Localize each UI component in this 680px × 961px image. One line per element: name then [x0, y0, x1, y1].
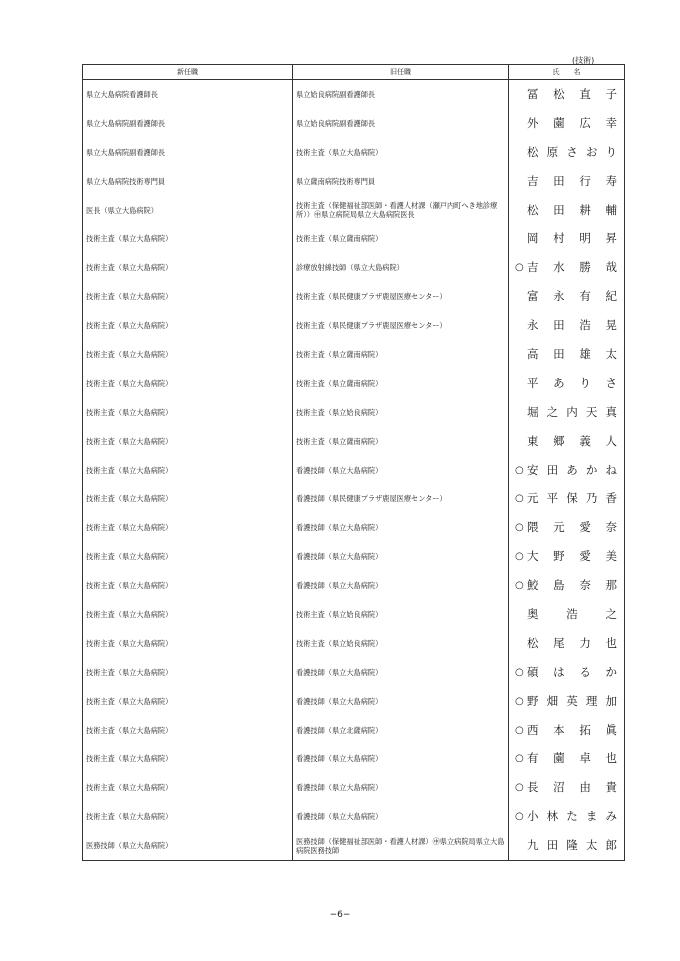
- new-post: 技術主査（県立大島病院）: [83, 542, 293, 571]
- table-row: [83, 224, 625, 253]
- person-name-cell: [509, 687, 625, 716]
- person-name-cell: [509, 311, 625, 340]
- person-name-cell: [509, 513, 625, 542]
- old-post: 看護技師（県立大島病院）: [293, 542, 509, 571]
- new-post: 技術主査（県立大島病院）: [83, 456, 293, 485]
- person-name-cell: [509, 340, 625, 369]
- promotion-mark: ○: [515, 580, 524, 592]
- new-post: 県立大島病院看護師長: [83, 80, 293, 109]
- person-name: 吉水勝哉: [527, 260, 618, 275]
- new-post: 技術主査（県立大島病院）: [83, 773, 293, 802]
- old-post: 看護技師（県立北薩病院）: [293, 716, 509, 745]
- person-name: 隈元愛奈: [527, 520, 618, 535]
- person-name: 長沼由貴: [527, 780, 618, 795]
- table-row: [83, 542, 625, 571]
- table-row: [83, 167, 625, 196]
- promotion-mark: ○: [515, 782, 524, 794]
- old-post: 技術主査（県立薩南病院）: [293, 340, 509, 369]
- old-post: 看護技師（県立大島病院）: [293, 658, 509, 687]
- person-name: 松尾力也: [527, 635, 618, 650]
- new-post: 技術主査（県立大島病院）: [83, 484, 293, 513]
- old-post: 技術主査（保健福祉部医師・看護人材課（瀬戸内町へき地診療所））㊥県立病院局県立大島病院医長: [293, 196, 509, 225]
- person-name: 奥浩之: [527, 606, 618, 621]
- person-name: 堀之内天真: [527, 404, 618, 419]
- old-post: 看護技師（県立大島病院）: [293, 456, 509, 485]
- person-name: 有薗卓也: [527, 751, 618, 766]
- new-post: 技術主査（県立大島病院）: [83, 398, 293, 427]
- old-post: 看護技師（県立大島病院）: [293, 513, 509, 542]
- person-name-cell: [509, 80, 625, 109]
- new-post: 技術主査（県立大島病院）: [83, 224, 293, 253]
- person-name-cell: [509, 484, 625, 513]
- person-name-cell: [509, 369, 625, 398]
- table-row: [83, 80, 625, 109]
- person-name: 平ありさ: [527, 375, 618, 390]
- person-name-cell: [509, 744, 625, 773]
- new-post: 県立大島病院副看護師長: [83, 109, 293, 138]
- table-row: [83, 687, 625, 716]
- promotion-mark: ○: [515, 666, 524, 678]
- person-name-cell: [509, 600, 625, 629]
- person-name: 富永有紀: [527, 289, 618, 304]
- promotion-mark: ○: [515, 811, 524, 823]
- person-name-cell: [509, 773, 625, 802]
- person-name: 岡村明昇: [527, 231, 618, 246]
- person-name-cell: [509, 831, 625, 860]
- person-name: 高田雄太: [527, 346, 618, 361]
- page-number: −6−: [329, 910, 351, 920]
- old-post: 看護技師（県民健康プラザ鹿屋医療センター）: [293, 484, 509, 513]
- table-row: [83, 196, 625, 225]
- new-post: 技術主査（県立大島病院）: [83, 311, 293, 340]
- promotion-mark: ○: [515, 262, 524, 274]
- person-name-cell: [509, 542, 625, 571]
- old-post: 技術主査（県民健康プラザ鹿屋医療センター）: [293, 282, 509, 311]
- table-row: [83, 253, 625, 282]
- person-name-cell: [509, 456, 625, 485]
- old-post: 技術主査（県立大島病院）: [293, 138, 509, 167]
- person-name-cell: [509, 398, 625, 427]
- person-name: 碩はるか: [527, 664, 618, 679]
- old-post: 看護技師（県立大島病院）: [293, 687, 509, 716]
- person-name: 野畑英理加: [527, 693, 618, 708]
- table-row: [83, 629, 625, 658]
- table-row: [83, 138, 625, 167]
- person-name-cell: [509, 224, 625, 253]
- old-post: 技術主査（県立姶良病院）: [293, 629, 509, 658]
- table-row: [83, 658, 625, 687]
- new-post: 技術主査（県立大島病院）: [83, 802, 293, 831]
- table-row: [83, 109, 625, 138]
- promotion-mark: ○: [515, 522, 524, 534]
- table-row: [83, 513, 625, 542]
- header-name: 氏 名: [509, 65, 625, 80]
- old-post: 看護技師（県立大島病院）: [293, 802, 509, 831]
- table-row: [83, 398, 625, 427]
- new-post: 技術主査（県立大島病院）: [83, 369, 293, 398]
- old-post: 看護技師（県立大島病院）: [293, 571, 509, 600]
- person-name: 吉田行寿: [527, 173, 618, 188]
- new-post: 県立大島病院技術専門員: [83, 167, 293, 196]
- new-post: 技術主査（県立大島病院）: [83, 513, 293, 542]
- person-name-cell: [509, 253, 625, 282]
- new-post: 技術主査（県立大島病院）: [83, 629, 293, 658]
- table-row: [83, 456, 625, 485]
- header-old-post: 旧任職: [293, 65, 509, 80]
- old-post: 技術主査（県立姶良病院）: [293, 398, 509, 427]
- table-row: [83, 340, 625, 369]
- person-name: 松原さおり: [527, 144, 618, 159]
- category-label: (技術): [572, 56, 595, 65]
- promotion-mark: ○: [515, 724, 524, 736]
- table-header: [83, 65, 625, 80]
- person-name-cell: [509, 571, 625, 600]
- new-post: 県立大島病院副看護師長: [83, 138, 293, 167]
- new-post: 技術主査（県立大島病院）: [83, 253, 293, 282]
- person-name: 松田耕輔: [527, 202, 618, 217]
- new-post: 技術主査（県立大島病院）: [83, 600, 293, 629]
- old-post: 技術主査（県立薩南病院）: [293, 224, 509, 253]
- person-name-cell: [509, 629, 625, 658]
- new-post: 技術主査（県立大島病院）: [83, 282, 293, 311]
- old-post: 県立薩南病院技術専門員: [293, 167, 509, 196]
- person-name: 安田あかね: [527, 462, 618, 477]
- promotion-mark: ○: [515, 493, 524, 505]
- new-post: 技術主査（県立大島病院）: [83, 658, 293, 687]
- person-name-cell: [509, 802, 625, 831]
- old-post: 診療放射線技師（県立大島病院）: [293, 253, 509, 282]
- table-row: [83, 600, 625, 629]
- new-post: 技術主査（県立大島病院）: [83, 427, 293, 456]
- old-post: 技術主査（県民健康プラザ鹿屋医療センター）: [293, 311, 509, 340]
- promotion-mark: ○: [515, 551, 524, 563]
- personnel-table: [82, 64, 625, 861]
- table-row: [83, 282, 625, 311]
- person-name: 東郷義人: [527, 433, 618, 448]
- new-post: 医長（県立大島病院）: [83, 196, 293, 225]
- person-name: 永田浩晃: [527, 318, 618, 333]
- person-name-cell: [509, 716, 625, 745]
- old-post: 技術主査（県立姶良病院）: [293, 600, 509, 629]
- person-name-cell: [509, 658, 625, 687]
- person-name-cell: [509, 282, 625, 311]
- person-name: 外薗広幸: [527, 115, 618, 130]
- new-post: 技術主査（県立大島病院）: [83, 340, 293, 369]
- old-post: 医務技師（保健福祉部医師・看護人材課）㊥県立病院局県立大島病院医務技師: [293, 831, 509, 860]
- new-post: 技術主査（県立大島病院）: [83, 687, 293, 716]
- person-name: 元平保乃香: [527, 491, 618, 506]
- old-post: 技術主査（県立薩南病院）: [293, 369, 509, 398]
- promotion-mark: ○: [515, 695, 524, 707]
- new-post: 技術主査（県立大島病院）: [83, 744, 293, 773]
- table-row: [83, 716, 625, 745]
- promotion-mark: ○: [515, 753, 524, 765]
- table-row: [83, 802, 625, 831]
- person-name-cell: [509, 109, 625, 138]
- old-post: 県立姶良病院副看護師長: [293, 80, 509, 109]
- new-post: 技術主査（県立大島病院）: [83, 716, 293, 745]
- person-name: 大野愛美: [527, 549, 618, 564]
- table-row: [83, 311, 625, 340]
- old-post: 県立姶良病院副看護師長: [293, 109, 509, 138]
- old-post: 看護技師（県立大島病院）: [293, 744, 509, 773]
- promotion-mark: ○: [515, 464, 524, 476]
- person-name: 小林たまみ: [527, 809, 618, 824]
- old-post: 技術主査（県立薩南病院）: [293, 427, 509, 456]
- person-name-cell: [509, 167, 625, 196]
- new-post: 技術主査（県立大島病院）: [83, 571, 293, 600]
- table-row: [83, 427, 625, 456]
- person-name-cell: [509, 138, 625, 167]
- table-row: [83, 744, 625, 773]
- person-name: 西本拓眞: [527, 722, 618, 737]
- person-name: 九田隆太郎: [527, 838, 618, 853]
- person-name-cell: [509, 427, 625, 456]
- person-name: 鮫島奈那: [527, 578, 618, 593]
- table-row: [83, 773, 625, 802]
- table-row: [83, 831, 625, 860]
- table-row: [83, 571, 625, 600]
- person-name: 冨松直子: [527, 86, 618, 101]
- table-row: [83, 484, 625, 513]
- new-post: 医務技師（県立大島病院）: [83, 831, 293, 860]
- old-post: 看護技師（県立大島病院）: [293, 773, 509, 802]
- table-row: [83, 369, 625, 398]
- header-new-post: 新任職: [83, 65, 293, 80]
- person-name-cell: [509, 196, 625, 225]
